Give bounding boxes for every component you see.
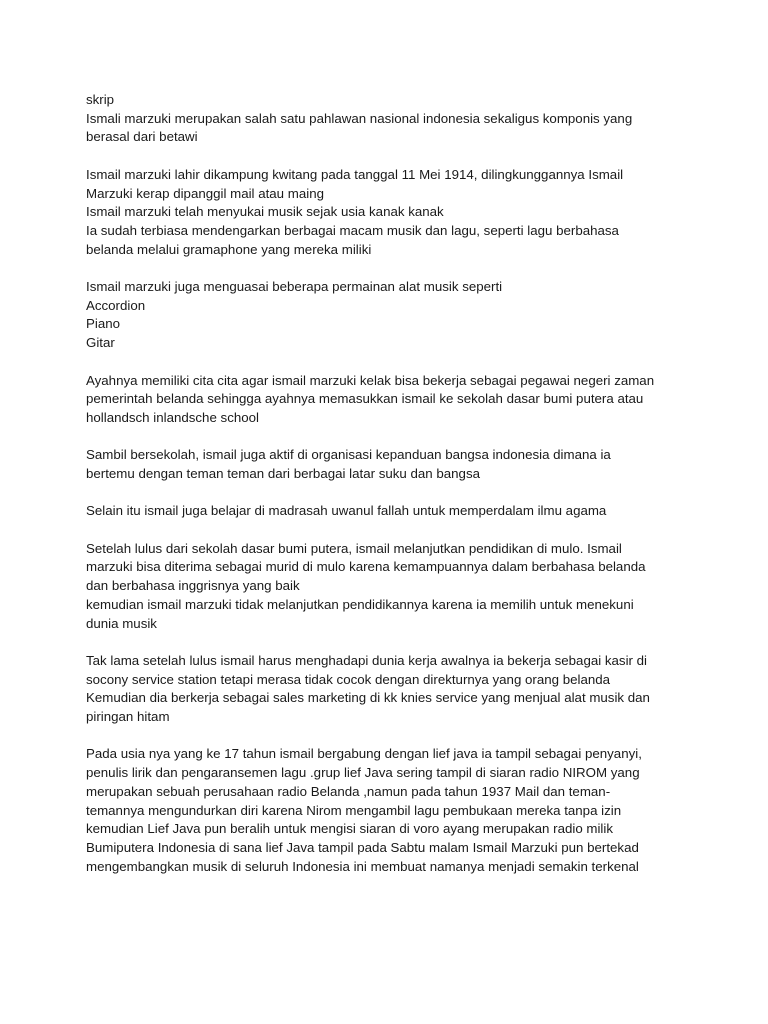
text-line: kemudian Lief Java pun beralih untuk mengisi siaran di voro ayang merupakan radio milik xyxy=(86,821,613,837)
text-line: Ayahnya memiliki cita cita agar ismail marzuki kelak bisa bekerja sebagai pegawai negeri zaman xyxy=(86,372,655,388)
list-item-instrument: Piano xyxy=(86,316,121,332)
text-line: temannya mengundurkan diri karena Nirom mengambil lagu pembukaan mereka tanpa izin xyxy=(86,802,622,818)
text-line: Ismail marzuki telah menyukai musik sejak usia kanak kanak xyxy=(86,204,444,220)
paragraph-lief-java xyxy=(86,745,686,876)
text-line: penulis lirik dan pengaransemen lagu .grup lief Java sering tampil di siaran radio NIROM yang xyxy=(86,765,640,781)
list-item-instrument: Gitar xyxy=(86,335,115,351)
text-line: dunia musik xyxy=(86,615,157,631)
paragraph-birth xyxy=(86,166,686,260)
text-line: belanda melalui gramaphone yang mereka miliki xyxy=(86,241,372,257)
text-line: kemudian ismail marzuki tidak melanjutkan pendidikannya karena ia memilih untuk menekuni xyxy=(86,596,634,612)
text-line: Pada usia nya yang ke 17 tahun ismail bergabung dengan lief java ia tampil sebagai penyanyi, xyxy=(86,746,642,762)
text-line: bertemu dengan teman teman dari berbagai latar suku dan bangsa xyxy=(86,466,480,481)
text-line: dan berbahasa inggrisnya yang baik xyxy=(86,578,300,594)
paragraph-father xyxy=(86,372,686,428)
text-line: berasal dari betawi xyxy=(86,129,198,145)
paragraph-madrasah xyxy=(86,502,686,521)
text-line: hollandsch inlandsche school xyxy=(86,409,259,425)
text-line: Kemudian dia berkerja sebagai sales marketing di kk knies service yang menjual alat musik dan xyxy=(86,690,650,706)
document-body xyxy=(86,91,686,895)
text-line: Sambil bersekolah, ismail juga aktif di organisasi kepanduan bangsa indonesia dimana ia xyxy=(86,447,611,463)
paragraph-mulo xyxy=(86,540,686,634)
list-item-instrument: Accordion xyxy=(86,297,146,313)
text-line: marzuki bisa diterima sebagai murid di mulo karena kemampuannya dalam berbahasa belanda xyxy=(86,559,646,575)
text-line: Ismali marzuki merupakan salah satu pahlawan nasional indonesia sekaligus komponis yang xyxy=(86,110,633,126)
text-line: mengembangkan musik di seluruh Indonesia ini membuat namanya menjadi semakin terkenal xyxy=(86,858,639,874)
text-line: Tak lama setelah lulus ismail harus menghadapi dunia kerja awalnya ia bekerja sebagai kasir di xyxy=(86,652,647,668)
text-line: merupakan sebuah perusahaan radio Belanda ,namun pada tahun 1937 Mail dan teman- xyxy=(86,783,611,799)
text-line: Ismail marzuki lahir dikampung kwitang pada tanggal 11 Mei 1914, dilingkunggannya Ismail xyxy=(86,166,624,182)
text-line: Bumiputera Indonesia di sana lief Java tampil pada Sabtu malam Ismail Marzuki pun bertekad xyxy=(86,840,639,855)
paragraph-work xyxy=(86,652,686,727)
text-line: piringan hitam xyxy=(86,709,170,725)
text-line: pemerintah belanda sehingga ayahnya memasukkan ismail ke sekolah dasar bumi putera atau xyxy=(86,391,644,407)
text-line: Ia sudah terbiasa mendengarkan berbagai macam musik dan lagu, seperti lagu berbahasa xyxy=(86,222,619,238)
text-line: Setelah lulus dari sekolah dasar bumi putera, ismail melanjutkan pendidikan di mulo. Ismail xyxy=(86,540,622,556)
paragraph-instruments xyxy=(86,278,686,353)
text-line: socony service station tetapi merasa tidak cocok dengan direkturnya yang orang belanda xyxy=(86,671,611,687)
text-line: Marzuki kerap dipanggil mail atau maing xyxy=(86,185,324,201)
text-line: Selain itu ismail juga belajar di madrasah uwanul fallah untuk memperdalam ilmu agama xyxy=(86,503,607,519)
paragraph-scouting xyxy=(86,446,686,483)
text-line: Ismail marzuki juga menguasai beberapa permainan alat musik seperti xyxy=(86,279,503,294)
text-line: skrip xyxy=(86,92,115,107)
paragraph-intro xyxy=(86,91,686,147)
